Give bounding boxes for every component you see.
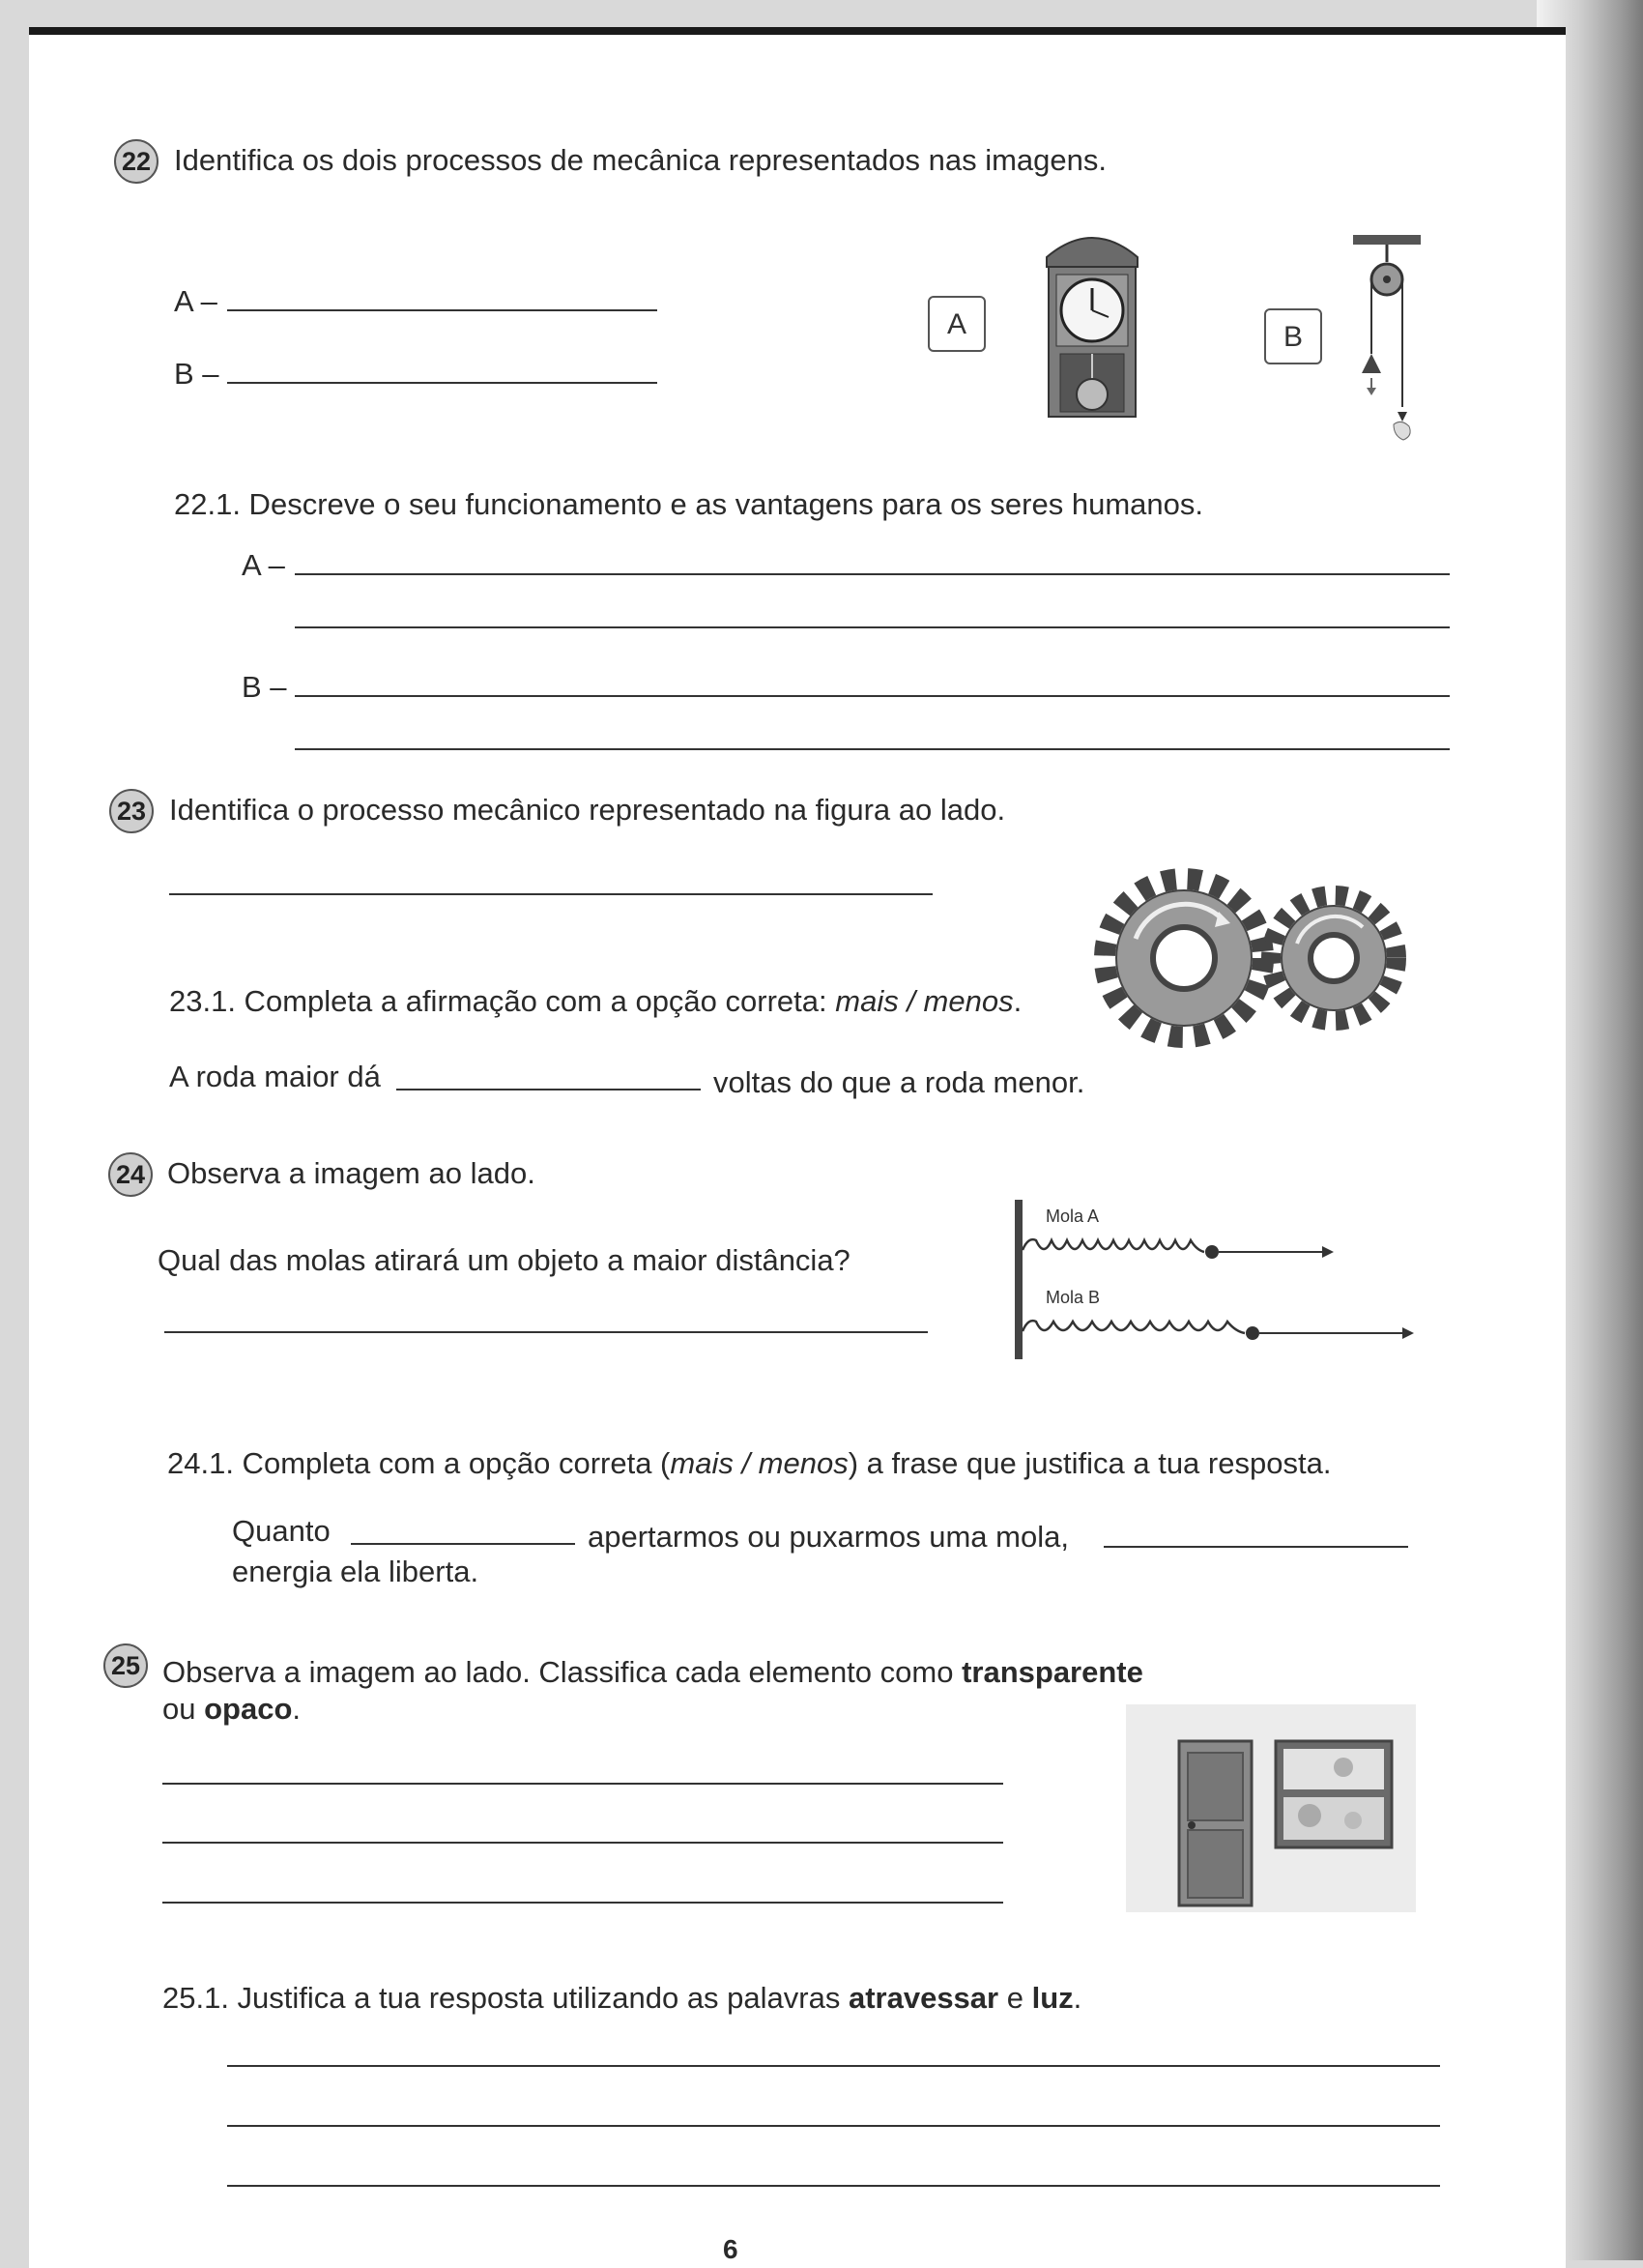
question-25-1-dot: . xyxy=(1073,1981,1082,2015)
answer-25-line-2[interactable] xyxy=(162,1842,1003,1844)
answer-22-1-b-label: B – xyxy=(242,670,287,704)
question-24-number: 24 xyxy=(108,1152,153,1197)
answer-22-1-b-line-1[interactable] xyxy=(295,695,1450,697)
question-22-number: 22 xyxy=(114,139,159,184)
page-number: 6 xyxy=(723,2234,738,2264)
door-and-window-icon xyxy=(1126,1704,1416,1912)
question-23-1-text xyxy=(169,984,1022,1019)
image-22-label-a: A xyxy=(928,296,986,352)
answer-22-1-a-line-2[interactable] xyxy=(295,626,1450,628)
answer-23-1-line[interactable] xyxy=(396,1089,701,1090)
question-22-text: Identifica os dois processos de mecânica representados nas imagens. xyxy=(174,143,1107,177)
image-22-label-b: B xyxy=(1264,308,1322,364)
question-25-1-text xyxy=(162,1981,1081,2016)
spring-b-label: Mola B xyxy=(1046,1288,1101,1307)
question-25-1-start: 25.1. Justifica a tua resposta utilizando as palavras xyxy=(162,1981,849,2015)
question-25-number: 25 xyxy=(103,1643,148,1688)
answer-22-a-line[interactable] xyxy=(227,309,657,311)
answer-22-1-a-line-1[interactable] xyxy=(295,573,1450,575)
answer-22-a-label: A – xyxy=(174,284,217,318)
question-24-text: Observa a imagem ao lado. xyxy=(167,1156,535,1190)
word-luz: luz xyxy=(1031,1981,1074,2015)
question-25-text-dot: . xyxy=(292,1692,302,1726)
word-atravessar: atravessar xyxy=(848,1981,999,2015)
answer-24-line[interactable] xyxy=(164,1331,928,1333)
spring-a-label: Mola A xyxy=(1046,1207,1100,1226)
question-24-1-end: ) a frase que justifica a tua resposta. xyxy=(848,1446,1332,1480)
word-opaco: opaco xyxy=(204,1692,293,1726)
question-24-1-start: 24.1. Completa com a opção correta ( xyxy=(167,1446,671,1480)
sentence-24-part-3: energia ela liberta. xyxy=(232,1555,479,1588)
question-25-text-line-1 xyxy=(162,1655,1143,1690)
question-24-1-options: mais / menos xyxy=(670,1446,849,1480)
answer-24-1-line-2[interactable] xyxy=(1104,1546,1408,1548)
question-24-question: Qual das molas atirará um objeto a maior distância? xyxy=(158,1243,850,1277)
answer-25-1-line-1[interactable] xyxy=(227,2065,1440,2067)
question-23-number: 23 xyxy=(109,789,154,833)
question-25-text-or: ou xyxy=(162,1692,205,1726)
sentence-23-start: A roda maior dá xyxy=(169,1060,381,1093)
answer-22-b-label: B – xyxy=(174,357,219,391)
answer-25-line-3[interactable] xyxy=(162,1902,1003,1904)
answer-22-1-b-line-2[interactable] xyxy=(295,748,1450,750)
sentence-24-part-1: Quanto xyxy=(232,1514,331,1548)
answer-25-1-line-2[interactable] xyxy=(227,2125,1440,2127)
word-transparente: transparente xyxy=(962,1655,1143,1689)
answer-22-b-line[interactable] xyxy=(227,382,657,384)
pendulum-clock-icon xyxy=(1039,218,1145,422)
sentence-23-end: voltas do que a roda menor. xyxy=(713,1065,1085,1099)
sentence-24-part-2: apertarmos ou puxarmos uma mola, xyxy=(588,1520,1069,1554)
gears-icon xyxy=(1092,852,1421,1064)
answer-24-1-line-1[interactable] xyxy=(351,1543,575,1545)
question-23-1-end: . xyxy=(1013,984,1023,1018)
pulley-icon xyxy=(1343,233,1430,446)
question-25-text-line-2 xyxy=(162,1692,301,1727)
question-23-text: Identifica o processo mecânico representado na figura ao lado. xyxy=(169,793,1006,827)
question-22-1-text: 22.1. Descreve o seu funcionamento e as vantagens para os seres humanos. xyxy=(174,487,1203,521)
question-25-text-start: Observa a imagem ao lado. Classifica cada elemento como xyxy=(162,1655,963,1689)
springs-icon xyxy=(1015,1200,1421,1364)
answer-25-1-line-3[interactable] xyxy=(227,2185,1440,2187)
question-25-1-and: e xyxy=(998,1981,1032,2015)
question-24-1-text xyxy=(167,1446,1331,1481)
answer-25-line-1[interactable] xyxy=(162,1783,1003,1785)
answer-23-line[interactable] xyxy=(169,893,933,895)
answer-22-1-a-label: A – xyxy=(242,548,285,582)
question-23-1-text-start: 23.1. Completa a afirmação com a opção correta: xyxy=(169,984,836,1018)
question-23-1-options: mais / menos xyxy=(835,984,1014,1018)
worksheet-page xyxy=(29,27,1566,2268)
